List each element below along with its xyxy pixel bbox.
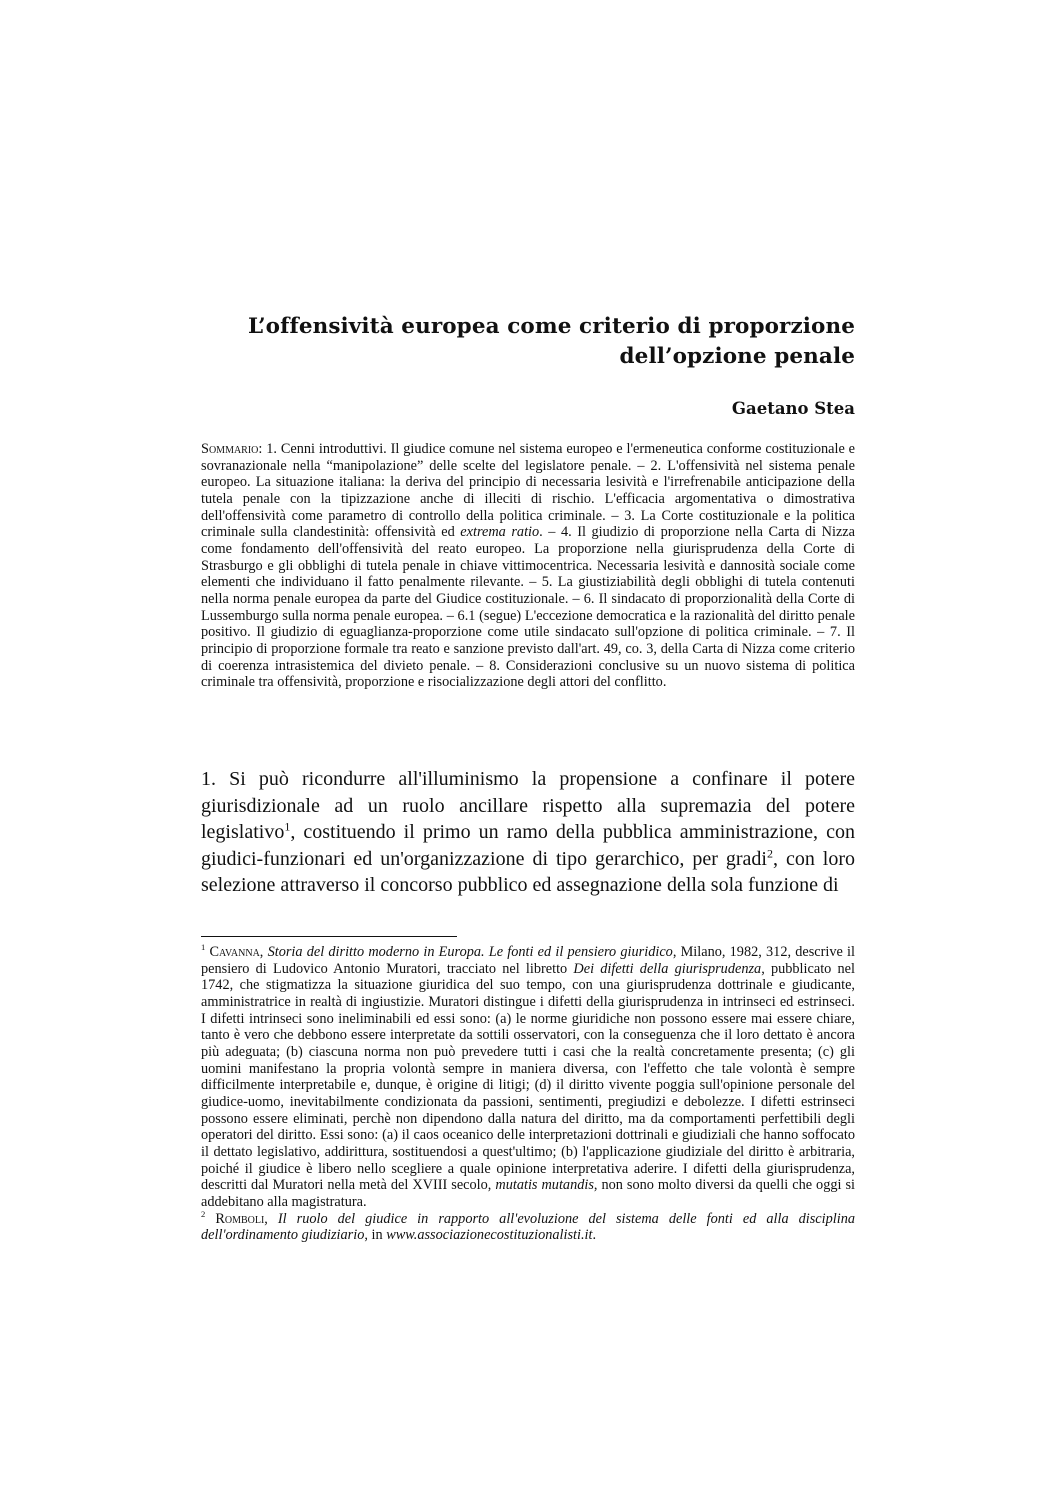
- footnote-1-book-title: Dei difetti della giurisprudenza: [573, 960, 762, 977]
- footnote-2-text-b: .: [592, 1227, 597, 1244]
- footnote-2-text-a: , in: [364, 1227, 387, 1244]
- footnote-2-number: 2: [201, 1208, 206, 1219]
- body-text-2: , costituendo il primo un ramo della pubblica amministrazione, con giudici-funzionari ed un'organizzazione di tipo gerarchico, per gradi: [201, 821, 855, 870]
- footnote-2: [201, 1208, 855, 1244]
- summary-text-2: . – 4. Il giudizio di proporzione nella Carta di Nizza come fondamento dell'offensività del reato europeo. La proporzione nella giurisprudenza della Corte di Strasburgo e gli obblighi di tutela penale in chiave vittimocentrica. Necessaria lesività e dannosità sociale come elementi che individuano il fatto penalmente rilevante. – 5. La giustiziabilità degli obblighi di tutela contenuti nella norma penale europea da parte del Giudice costituzionale. – 6. Il sindacato di proporzionalità della Corte di Lussemburgo sulla norma penale europea. – 6.1 (segue) L'eccezione democratica e la razionalità del diritto penale positivo. Il giudizio di eguaglianza-proporzione come utile sindacato sull'opzione di politica criminale. – 7. Il principio di proporzione formale tra reato e sanzione previsto dall'art. 49, co. 3, della Carta di Nizza come criterio di coerenza intrasistemica del divieto penale. – 8. Considerazioni conclusive su un nuovo sistema di politica criminale tra offensività, proporzione e risocializzazione degli attori del conflitto.: [201, 524, 856, 691]
- footnote-ref-1[interactable]: 1: [284, 819, 291, 834]
- footnote-2-author: Romboli: [215, 1210, 265, 1227]
- article-author: Gaetano Stea: [731, 399, 855, 418]
- summary-label: Sommario:: [201, 441, 263, 457]
- footnote-separator: [201, 936, 457, 937]
- footnote-1-text-a: , Milano, 1982, 312, descrive il pensiero di Ludovico Antonio Muratori, tracciato nel libretto: [201, 944, 855, 977]
- body-text-1: 1. Si può ricondurre all'illuminismo la propensione a confinare il potere giurisdizionale ad un ruolo ancillare rispetto alla supremazia del potere legislativo: [201, 768, 855, 843]
- article-title-line-2: dell’opzione penale: [619, 344, 855, 369]
- summary-text-1: 1. Cenni introduttivi. Il giudice comune nel sistema europeo e l'ermeneutica conforme costituzionale e sovranazionale nella “manipolazione” delle scelte del legislatore penale. – 2. L'offensività nel sistema penale europeo. La situazione italiana: la deriva del principio di necessaria lesività e l'irrefrenabile anticipazione della tutela penale con la tipizzazione anche di illeciti di rischio. L'efficacia argomentativa o dimostrativa dell'offensività come parametro di controllo della politica criminale. – 3. La Corte costituzionale e la politica criminale sulla clandestinità: offensività ed: [201, 441, 855, 541]
- body-text-3: , con loro selezione attraverso il concorso pubblico ed assegnazione della sola funzione di: [201, 847, 856, 896]
- footnote-1-text-c: , non sono molto diversi da quelli che oggi si addebitano alla magistratura.: [201, 1177, 856, 1210]
- footnote-1-separator: ,: [259, 944, 268, 960]
- body-paragraph-1: [201, 766, 855, 899]
- summary-abstract: [201, 441, 855, 691]
- footnote-1-text-b: , pubblicato nel 1742, che stigmatizza la situazione giuridica del suo tempo, con una giurisprudenza dottrinale e giudicante, amministratrice in realtà di ingiustizie. Muratori distingue i difetti della giurisprudenza in intrinseci ed estrinseci. I difetti intrinseci sono ineliminabili ed essi sono: (a) le norme giuridiche non possono essere mai essere chiare, tanto è vero che debbono essere interpretate da sottili osservatori, con la conseguenza che il loro dettato è ancora più adeguata; (b) ciascuna norma non può prevedere tutti i casi che la realtà concretamente presenta; (c) gli uomini manifestano la propria volontà sempre in maniera diversa, con l'effetto che tale volontà è sempre difficilmente interpretabile e, dunque, è origine di litigi; (d) il diritto vivente poggia sull'opinione personale del giudice-uomo, inevitabilmente condizionata da passioni, sentimenti, pregiudizi e debolezze. I difetti estrinseci possono essere eliminati, perchè non dipendono dalla natura del diritto, ma da comportamenti perfettibili degli operatori del diritto. Essi sono: (a) il caos oceanico delle interpretazioni dottrinali e giudiziali che hanno soffocato il dettato legislativo, addirittura, sostituendosi a quest'ultimo; (b) l'applicazione giudiziale del diritto è arbitraria, poiché il giudice è libero nello scegliere a quale opinione interpretativa aderire. I difetti della giurisprudenza, descritti dal Muratori nella metà del XVIII secolo,: [201, 960, 855, 1194]
- footnote-1-latin: mutatis mutandis: [495, 1177, 594, 1194]
- footnote-1-title: Storia del diritto moderno in Europa. Le fonti ed il pensiero giuridico: [267, 944, 673, 960]
- summary-italic-term: extrema ratio: [460, 524, 540, 541]
- footnote-1: [201, 944, 855, 1211]
- article-title-line-1: L’offensività europea come criterio di proporzione: [248, 314, 855, 339]
- footnote-2-url[interactable]: www.associazionecostituzionalisti.it: [386, 1227, 593, 1244]
- footnote-2-title: Il ruolo del giudice in rapporto all'evoluzione del sistema delle fonti ed alla disciplina dell'ordinamento giudiziario: [201, 1210, 855, 1244]
- footnote-1-number: 1: [201, 942, 206, 953]
- footnote-ref-2[interactable]: 2: [766, 845, 773, 860]
- article-title: [201, 312, 855, 372]
- footnote-1-author: Cavanna: [209, 944, 260, 960]
- footnote-2-separator: ,: [264, 1210, 278, 1227]
- footnotes: [201, 944, 855, 1244]
